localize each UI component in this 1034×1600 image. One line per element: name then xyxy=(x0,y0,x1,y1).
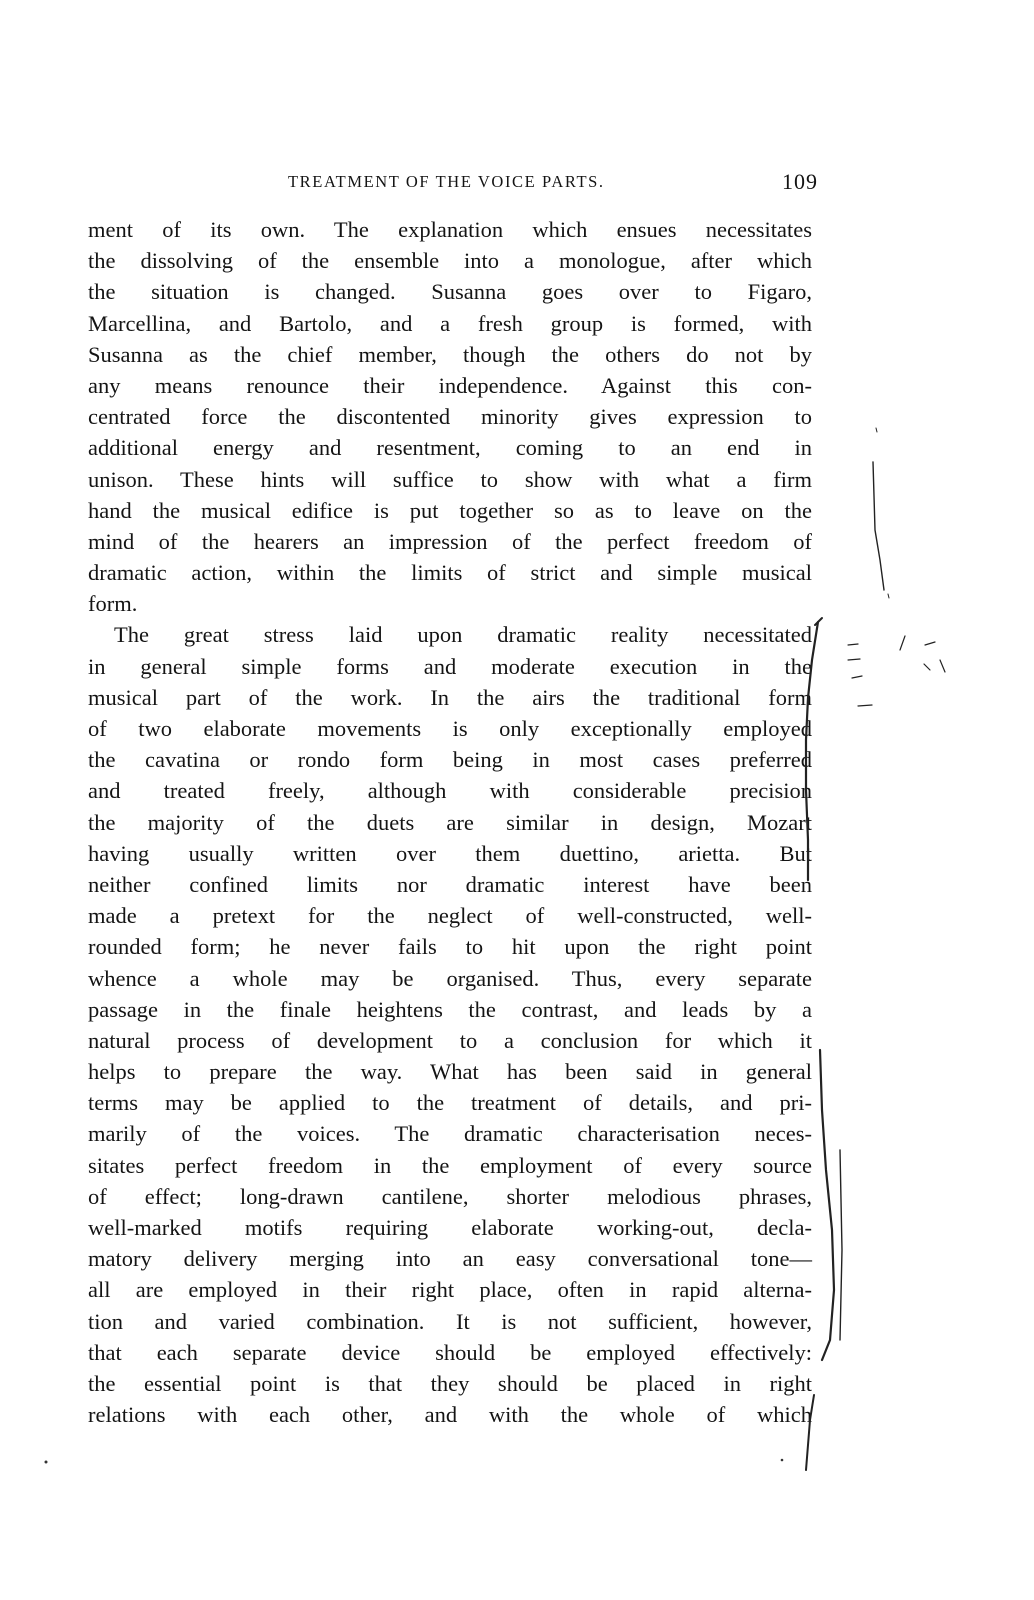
text-line: unison. These hints will suffice to show with what a firm xyxy=(88,466,812,492)
body-text xyxy=(88,214,812,1430)
text-line: musical part of the work. In the airs the traditional form xyxy=(88,684,812,710)
text-line: form. xyxy=(88,591,138,617)
text-line: well-marked motifs requiring elaborate working-out, decla- xyxy=(88,1215,812,1240)
pencil-line xyxy=(848,644,872,706)
text-line: centrated force the discontented minority gives expression to xyxy=(88,404,812,430)
text-line: additional energy and resentment, coming to an end in xyxy=(88,435,812,461)
pencil-line xyxy=(873,462,884,590)
text-line: made a pretext for the neglect of well-constructed, well- xyxy=(88,903,812,929)
pencil-line xyxy=(840,1150,842,1340)
text-line: all are employed in their right place, often in rapid alterna- xyxy=(88,1277,812,1303)
text-line: of two elaborate movements is only exceptionally employed xyxy=(88,716,812,741)
text-line: hand the musical edifice is put together so as to leave on the xyxy=(88,497,812,523)
text-line: and treated freely, although with considerable precision xyxy=(88,778,812,804)
text-line: marily of the voices. The dramatic characterisation neces- xyxy=(88,1121,812,1147)
text-line: tion and varied combination. It is not sufficient, however, xyxy=(88,1308,812,1334)
ink-dot xyxy=(45,1461,48,1464)
page-number: 109 xyxy=(782,169,818,194)
text-line: The great stress laid upon dramatic reality necessitated xyxy=(114,622,812,648)
header-title: TREATMENT OF THE VOICE PARTS. xyxy=(288,172,605,191)
pencil-line xyxy=(820,1050,834,1360)
ink-dot xyxy=(781,1459,784,1462)
pencil-line xyxy=(900,636,945,672)
text-line: that each separate device should be employed effectively: xyxy=(88,1339,812,1365)
text-line: Susanna as the chief member, though the others do not by xyxy=(88,341,812,367)
running-header xyxy=(88,169,818,200)
text-line: sitates perfect freedom in the employment of every source xyxy=(88,1152,812,1178)
text-line: passage in the finale heightens the contrast, and leads by a xyxy=(88,996,812,1022)
text-line: the dissolving of the ensemble into a monologue, after which xyxy=(88,248,812,274)
text-line: dramatic action, within the limits of strict and simple musical xyxy=(88,560,812,586)
text-line: having usually written over them duettino, arietta. But xyxy=(88,840,812,866)
text-line: the majority of the duets are similar in design, Mozart xyxy=(88,809,812,835)
text-line: Marcellina, and Bartolo, and a fresh group is formed, with xyxy=(88,310,812,336)
text-line: rounded form; he never fails to hit upon the right point xyxy=(88,934,812,960)
text-line: any means renounce their independence. Against this con- xyxy=(88,372,812,398)
text-line: the essential point is that they should be placed in right xyxy=(88,1370,812,1396)
text-line: terms may be applied to the treatment of details, and pri- xyxy=(88,1090,812,1116)
text-line: natural process of development to a conclusion for which it xyxy=(88,1027,812,1053)
pencil-line xyxy=(876,428,889,598)
text-line: helps to prepare the way. What has been said in general xyxy=(88,1059,812,1085)
pencil-line xyxy=(815,618,822,625)
text-line: whence a whole may be organised. Thus, every separate xyxy=(88,965,812,991)
text-line: mind of the hearers an impression of the perfect freedom of xyxy=(88,528,812,554)
text-line: the situation is changed. Susanna goes over to Figaro, xyxy=(88,279,812,305)
text-line: relations with each other, and with the whole of which xyxy=(88,1402,812,1428)
text-line: matory delivery merging into an easy conversational tone— xyxy=(88,1246,812,1272)
paragraph-2 xyxy=(88,619,812,1430)
text-line: neither confined limits nor dramatic interest have been xyxy=(88,871,812,897)
text-line: of effect; long-drawn cantilene, shorter melodious phrases, xyxy=(88,1183,812,1209)
text-line: ment of its own. The explanation which ensues necessitates xyxy=(88,217,812,242)
paragraph-1 xyxy=(88,214,812,619)
text-line: in general simple forms and moderate execution in the xyxy=(88,653,812,679)
text-line: the cavatina or rondo form being in most cases preferred xyxy=(88,747,812,773)
